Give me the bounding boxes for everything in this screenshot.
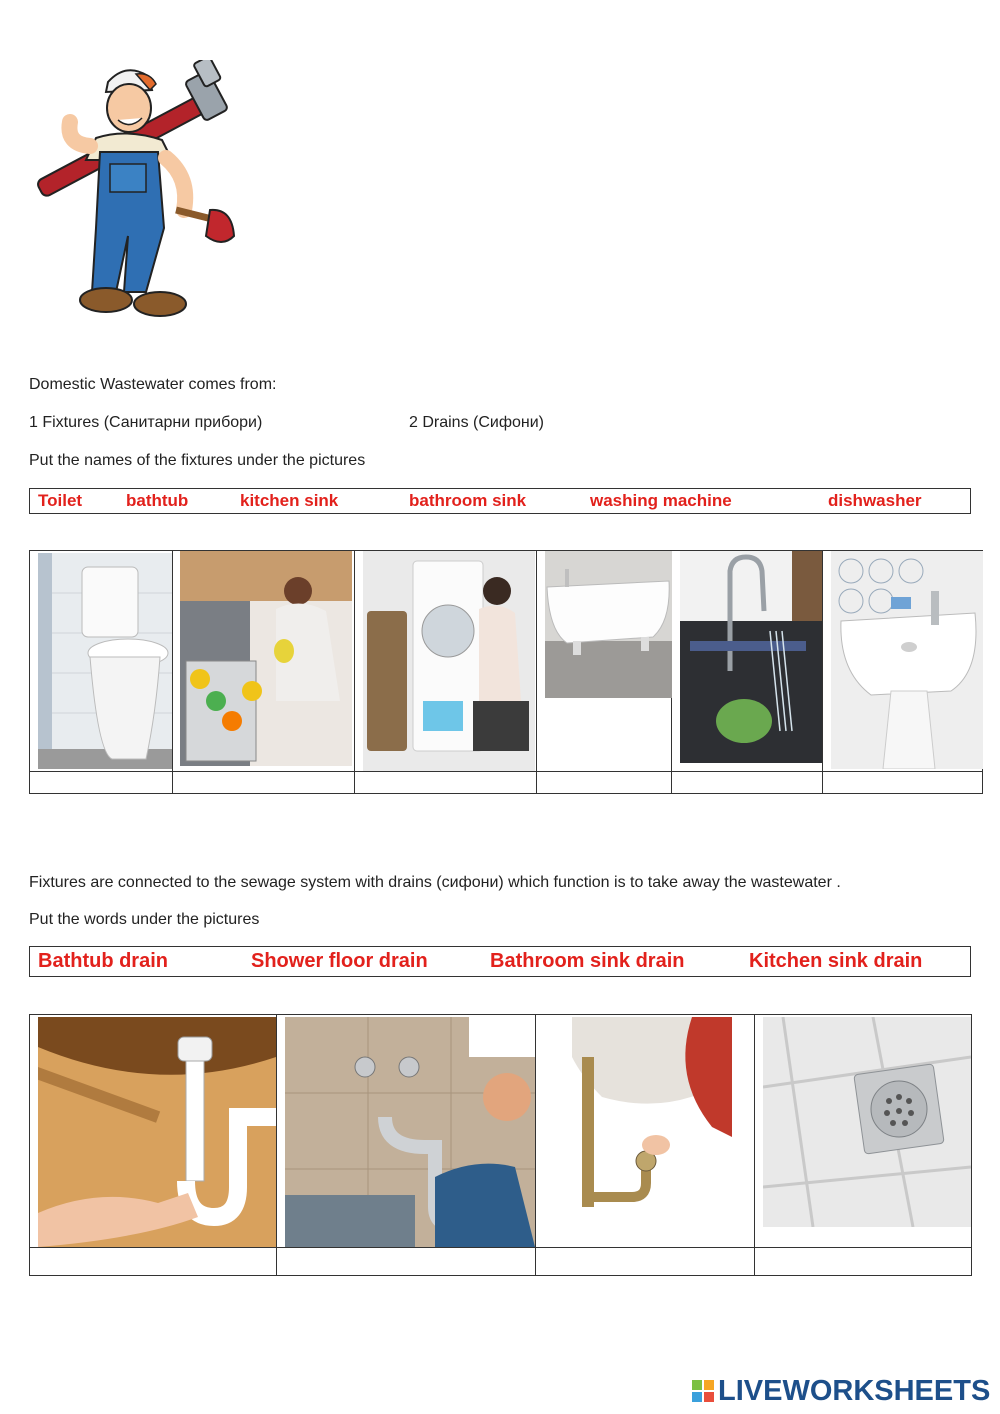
fixture-answer-input-5[interactable]	[672, 772, 822, 789]
fixture-answer-1[interactable]	[30, 772, 173, 794]
dishwasher-image	[180, 551, 352, 766]
word-kitchen-sink-drain[interactable]: Kitchen sink drain	[749, 950, 923, 972]
fixtures-table	[29, 550, 983, 794]
fixtures-word-bank	[29, 488, 971, 514]
fixture-answer-input-4[interactable]	[537, 772, 671, 789]
liveworksheets-logo-icon	[692, 1380, 714, 1402]
fixture-answer-input-3[interactable]	[355, 772, 536, 789]
drain-cell-4	[755, 1015, 972, 1248]
washing-machine-image	[363, 551, 535, 771]
word-toilet[interactable]: Toilet	[38, 491, 83, 510]
drain-answer-3[interactable]	[536, 1248, 755, 1276]
intro-drains-label: 2 Drains (Сифони)	[409, 414, 545, 431]
fixture-cell-bathroom-sink	[823, 551, 983, 772]
drain-cell-3	[536, 1015, 755, 1248]
kitchen-sink-drain-image	[38, 1017, 276, 1247]
word-kitchen-sink[interactable]: kitchen sink	[240, 491, 339, 510]
drain-answer-2[interactable]	[277, 1248, 536, 1276]
word-dishwasher[interactable]: dishwasher	[828, 491, 922, 510]
liveworksheets-logo	[692, 1376, 990, 1406]
fixture-cell-toilet	[30, 551, 173, 772]
word-bathtub[interactable]: bathtub	[126, 491, 189, 510]
kitchen-sink-image	[680, 551, 822, 763]
word-shower-floor-drain[interactable]: Shower floor drain	[251, 950, 428, 972]
drains-table	[29, 1014, 972, 1276]
fixture-answer-6[interactable]	[823, 772, 983, 794]
toilet-image	[38, 553, 172, 769]
drain-answer-input-3[interactable]	[536, 1248, 754, 1265]
fixture-cell-dishwasher	[173, 551, 355, 772]
drain-answer-input-4[interactable]	[755, 1248, 971, 1265]
shower-floor-drain-image	[763, 1017, 971, 1227]
fixture-answer-2[interactable]	[173, 772, 355, 794]
drain-answer-1[interactable]	[30, 1248, 277, 1276]
bathtub-drain-image	[572, 1017, 732, 1207]
drains-instruction: Put the words under the pictures	[29, 911, 260, 928]
bathroom-sink-image	[831, 551, 983, 769]
fixture-answer-3[interactable]	[355, 772, 537, 794]
fixtures-instruction: Put the names of the fixtures under the pictures	[29, 452, 366, 469]
fixture-cell-bathtub	[537, 551, 672, 772]
drain-answer-input-2[interactable]	[277, 1248, 535, 1265]
bathtub-image	[545, 551, 672, 698]
drain-cell-1	[30, 1015, 277, 1248]
word-bathtub-drain[interactable]: Bathtub drain	[38, 950, 168, 972]
drain-cell-2	[277, 1015, 536, 1248]
intro-fixtures-label: 1 Fixtures (Санитарни прибори)	[29, 414, 263, 431]
liveworksheets-logo-text: LIVEWORKSHEETS	[718, 1374, 991, 1407]
fixture-cell-washing-machine	[355, 551, 537, 772]
word-bathroom-sink-drain[interactable]: Bathroom sink drain	[490, 950, 685, 972]
drain-answer-4[interactable]	[755, 1248, 972, 1276]
plumber-illustration	[26, 60, 251, 322]
fixture-answer-5[interactable]	[672, 772, 823, 794]
drains-word-bank	[29, 946, 971, 977]
fixture-answer-input-2[interactable]	[173, 772, 354, 789]
drains-intro-line: Fixtures are connected to the sewage system with drains (сифони) which function is to take away the wastewater .	[29, 874, 841, 891]
intro-line-1: Domestic Wastewater comes from:	[29, 376, 277, 393]
word-washing-machine[interactable]: washing machine	[590, 491, 732, 510]
word-bathroom-sink[interactable]: bathroom sink	[409, 491, 527, 510]
fixture-answer-input-6[interactable]	[823, 772, 982, 789]
bathroom-sink-drain-image	[285, 1017, 535, 1247]
drain-answer-input-1[interactable]	[30, 1248, 276, 1265]
fixture-cell-kitchen-sink	[672, 551, 823, 772]
fixture-answer-input-1[interactable]	[30, 772, 172, 789]
fixture-answer-4[interactable]	[537, 772, 672, 794]
